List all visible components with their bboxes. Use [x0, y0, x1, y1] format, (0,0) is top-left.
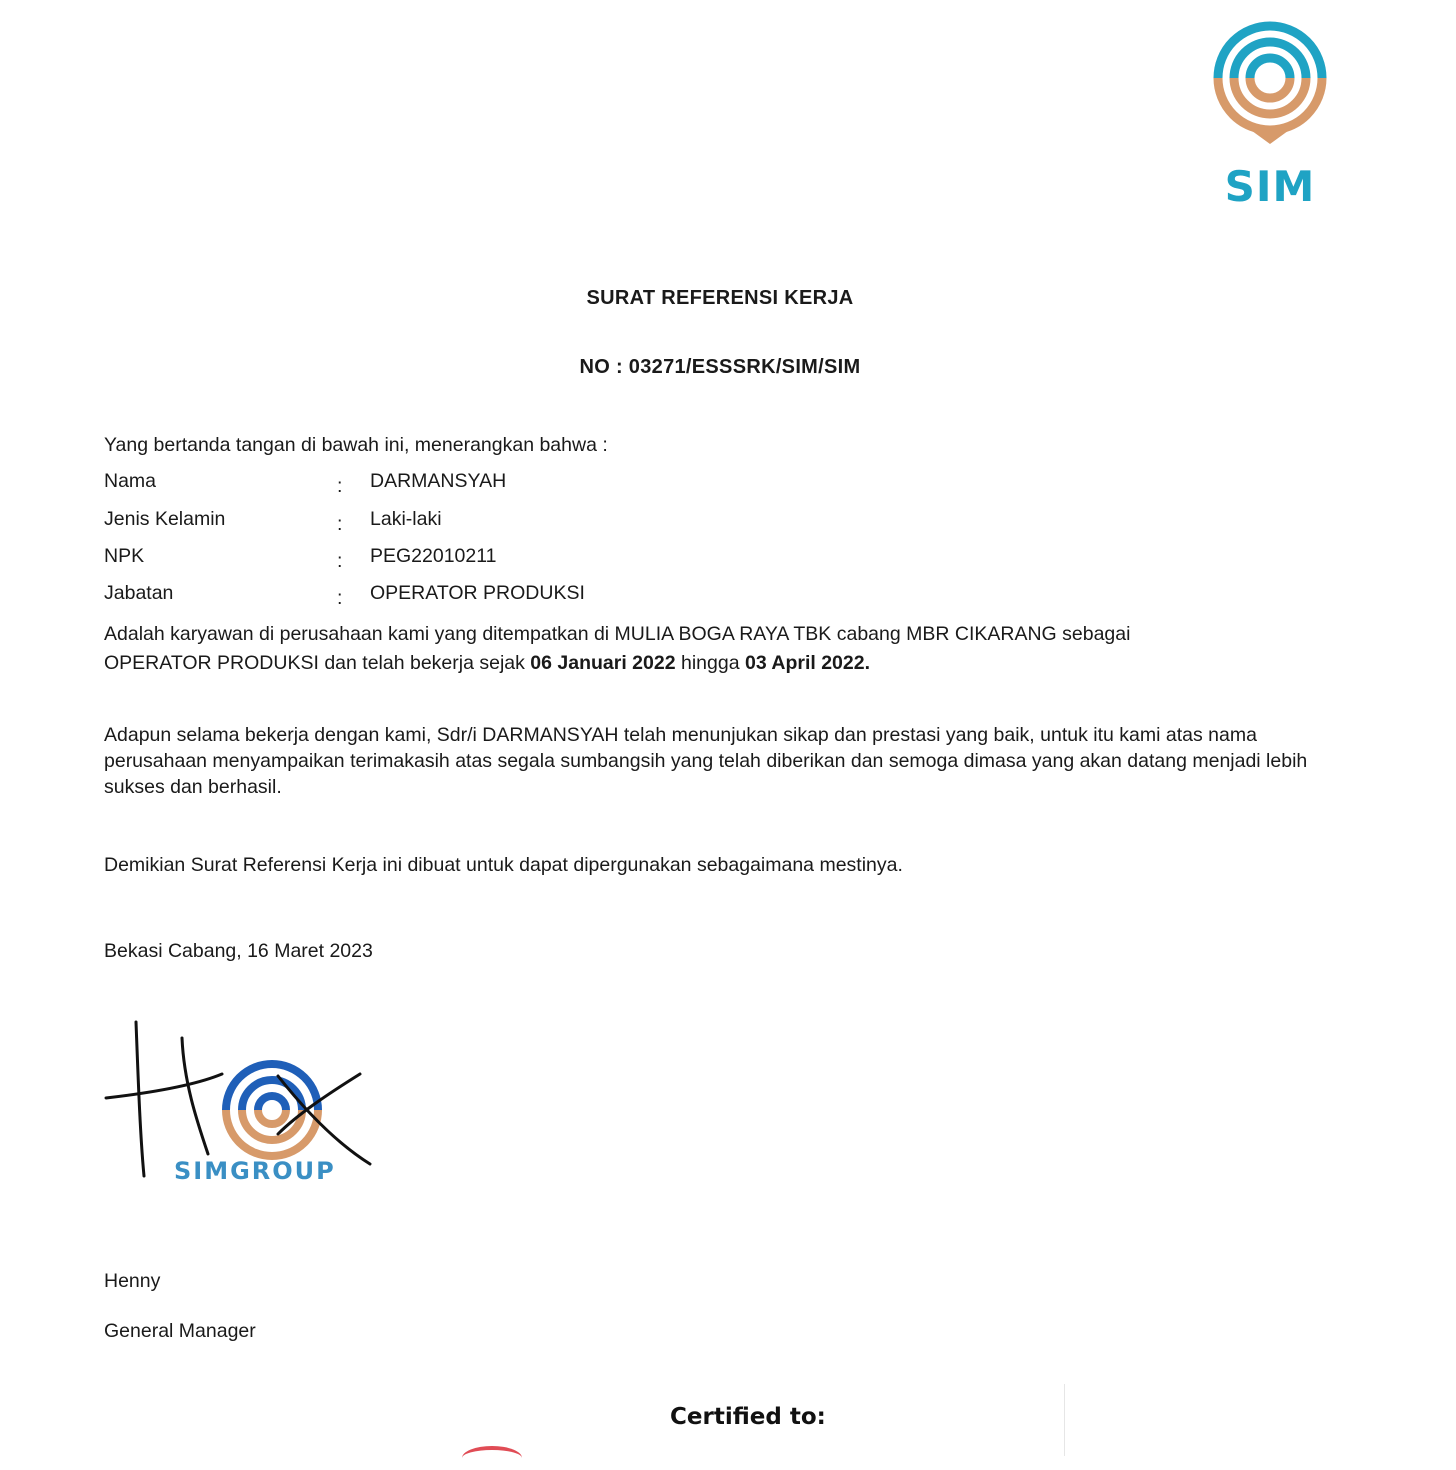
- field-colon: :: [337, 513, 343, 535]
- field-row-jabatan: [104, 582, 1004, 610]
- document-number: NO : 03271/ESSSRK/SIM/SIM: [579, 356, 861, 378]
- certified-label: Certified to:: [670, 1404, 826, 1430]
- intro-text: Yang bertanda tangan di bawah ini, menerangkan bahwa :: [104, 434, 608, 456]
- stamp-text: SIMGROUP: [174, 1157, 336, 1185]
- field-label: Nama: [104, 470, 157, 492]
- sim-logo-icon: [1208, 16, 1332, 166]
- closing-paragraph: Demikian Surat Referensi Kerja ini dibuat untuk dapat dipergunakan sebagaimana mestinya.: [104, 854, 903, 876]
- start-date: 06 Januari 2022: [530, 652, 676, 674]
- signature-icon: [98, 1014, 398, 1194]
- field-row-jenis-kelamin: [104, 508, 1004, 536]
- employment-paragraph: [104, 620, 1334, 678]
- field-row-npk: [104, 545, 1004, 573]
- field-value: PEG22010211: [370, 545, 497, 567]
- appreciation-paragraph: Adapun selama bekerja dengan kami, Sdr/i DARMANSYAH telah menunjukan sikap dan prestasi yang baik, untuk itu kami atas nama perusahaan menyampaikan terimakasih atas segala sumbangsih yang telah diberikan dan semoga dimasa yang akan datang menjadi lebih sukses dan berhasil.: [104, 724, 1308, 798]
- signer-role: General Manager: [104, 1320, 256, 1342]
- field-label: Jabatan: [104, 582, 174, 604]
- field-label: NPK: [104, 545, 145, 567]
- field-colon: :: [337, 475, 343, 497]
- field-colon: :: [337, 550, 343, 572]
- field-row-nama: [104, 470, 1004, 498]
- field-label: Jenis Kelamin: [104, 508, 226, 530]
- end-date: 03 April 2022.: [744, 652, 871, 674]
- logo-text: SIM: [1224, 162, 1316, 211]
- divider: [1064, 1384, 1065, 1456]
- paragraph1-line2b: hingga: [675, 652, 745, 674]
- field-value: Laki-laki: [370, 508, 442, 530]
- paragraph1-line2a: OPERATOR PRODUKSI dan telah bekerja sejak: [104, 652, 531, 674]
- document-title: SURAT REFERENSI KERJA: [586, 287, 854, 309]
- field-value: OPERATOR PRODUKSI: [370, 582, 585, 604]
- place-date: Bekasi Cabang, 16 Maret 2023: [104, 940, 373, 962]
- sim-logo: [1208, 16, 1332, 211]
- signer-name: Henny: [104, 1270, 161, 1292]
- paragraph1-line1: Adalah karyawan di perusahaan kami yang ditempatkan di MULIA BOGA RAYA TBK cabang MBR CIKARANG sebagai: [104, 623, 1131, 645]
- field-colon: :: [337, 587, 343, 609]
- field-value: DARMANSYAH: [370, 470, 507, 492]
- certification-mark-icon: [462, 1446, 522, 1470]
- signature-stamp: [98, 1014, 398, 1194]
